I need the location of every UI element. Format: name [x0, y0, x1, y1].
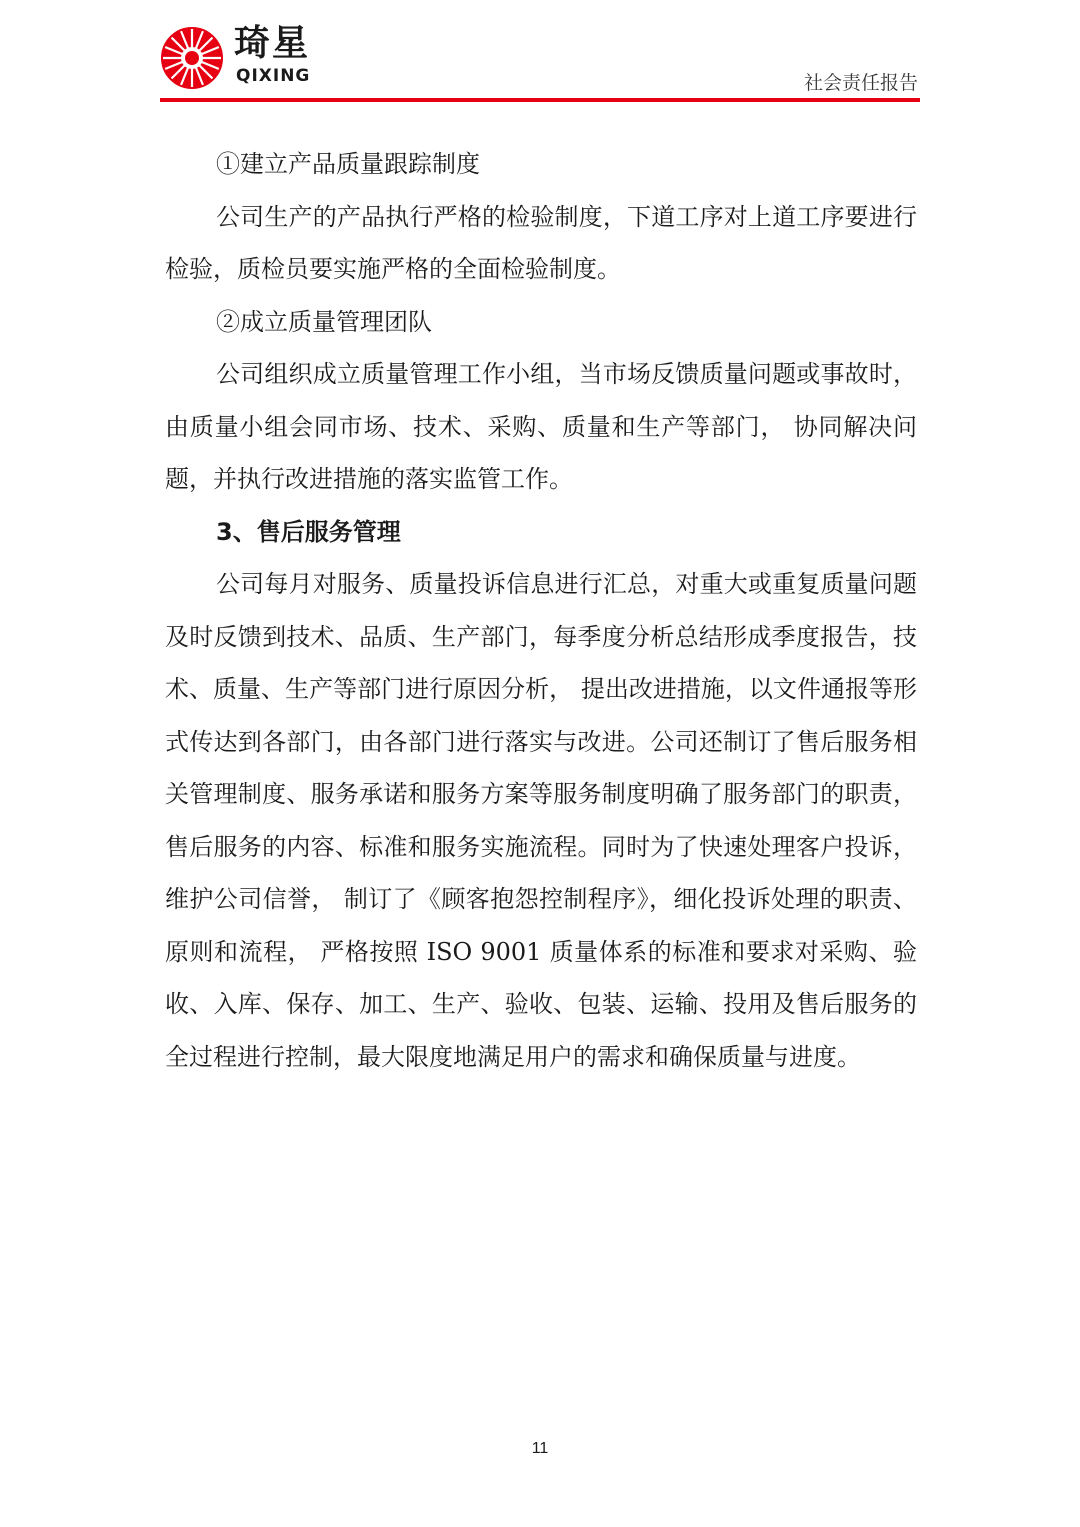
body-paragraph: 公司组织成立质量管理工作小组，当市场反馈质量问题或事故时，由质量小组会同市场、技术、采购、质量和生产等部门， 协同解决问题，并执行改进措施的落实监管工作。 [165, 360, 917, 493]
page-number: 11 [531, 1440, 549, 1457]
company-logo [160, 24, 400, 94]
logo-chinese-name: 琦星 [234, 23, 311, 64]
page-header [160, 24, 920, 104]
document-body [165, 138, 917, 1083]
section-item-title: ①建立产品质量跟踪制度 [216, 150, 480, 178]
section-heading: 3、售后服务管理 [216, 517, 401, 546]
section-item-title: ②成立质量管理团队 [216, 307, 432, 336]
logo-emblem-icon [160, 26, 224, 90]
body-paragraph: 公司每月对服务、质量投诉信息进行汇总，对重大或重复质量问题及时反馈到技术、品质、生产部门，每季度分析总结形成季度报告，技术、质量、生产等部门进行原因分析， 提出改进措施，以文件通报等形式传达到各部门，由各部门进行落实与改进。公司还制订了售后服务相关管理制度、服务承诺和服务方案等服务制度明确了服务部门的职责，售后服务的内容、标准和服务实施流程。同时为了快速处理客户投诉，维护公司信誉， 制订了《顾客抱怨控制程序》，细化投诉处理的职责、原则和流程， 严格按照 ISO 9001 质量体系的标准和要求对采购、验收、入库、保存、加工、生产、验收、包装、运输、投用及售后服务的全过程进行控制，最大限度地满足用户的需求和确保质量与进度。 [165, 570, 917, 1071]
header-divider [160, 98, 920, 102]
report-title: 社会责任报告 [803, 72, 918, 94]
logo-english-name: QIXING [236, 66, 311, 86]
body-paragraph: 公司生产的产品执行严格的检验制度，下道工序对上道工序要进行检验，质检员要实施严格的全面检验制度。 [165, 202, 917, 283]
